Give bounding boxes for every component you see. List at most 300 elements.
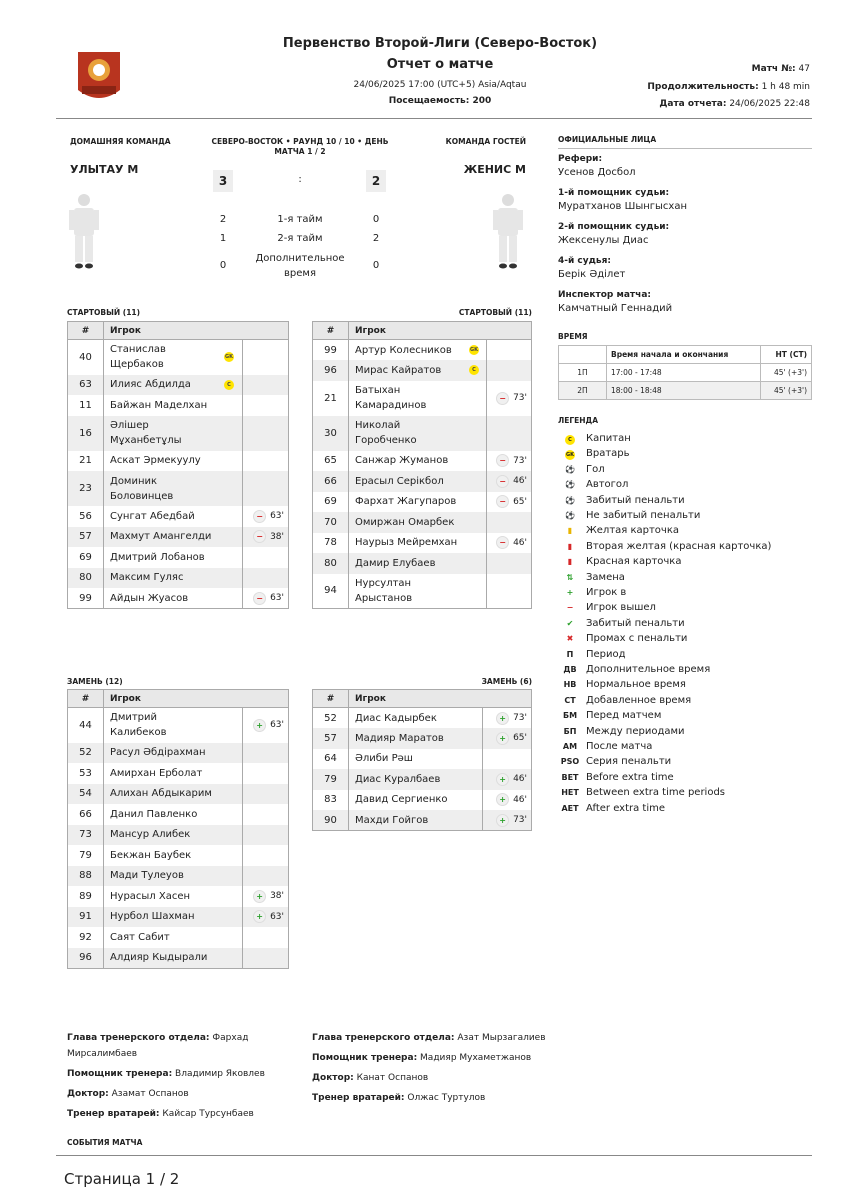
legend-text: Желтая карточка [586, 525, 679, 537]
home-subs-caption: ЗАМЕНЬ (12) [67, 677, 123, 686]
officials-caption: ОФИЦИАЛЬНЫЕ ЛИЦА [558, 135, 657, 144]
page-number: Страница 1 / 2 [64, 1170, 180, 1188]
player-event [483, 728, 532, 749]
legend-item [560, 739, 652, 754]
official-assistant-1: 1-й помощник судьи: Муратханов Шынгысхан [558, 188, 687, 212]
legend-item [560, 616, 685, 631]
player-number: 66 [68, 804, 104, 825]
red-card-icon: ▮ [567, 557, 573, 567]
home-staff-head-coach: Глава тренерского отдела: Фархад Мирсалимбаев [67, 1033, 249, 1059]
player-out-icon: − [253, 592, 266, 605]
col-number: # [313, 690, 349, 708]
footer-divider [56, 1155, 812, 1156]
penalty-scored-icon: ⚽ [565, 495, 575, 505]
legend-text: Забитый пенальти [586, 617, 685, 629]
player-row [68, 907, 289, 928]
player-number: 64 [313, 749, 349, 770]
player-number: 96 [68, 948, 104, 969]
player-name: Расул Әбдірахман [104, 743, 243, 764]
col-player: Игрок [104, 322, 289, 340]
player-row [313, 416, 532, 451]
added-time-abbr: СТ [564, 695, 576, 705]
player-name: Әлішер Мұханбетұлы [104, 416, 243, 451]
player-row [68, 886, 289, 907]
player-event [243, 804, 289, 825]
player-name: Артур Колесников GK [349, 340, 487, 361]
league-logo [74, 48, 124, 106]
player-event [243, 825, 289, 846]
player-in-icon: + [496, 773, 509, 786]
time-col-range: Время начала и окончания [607, 346, 761, 364]
player-row [313, 471, 532, 492]
player-name: Мансур Алибек [104, 825, 243, 846]
time-caption: ВРЕМЯ [558, 332, 588, 341]
player-row [68, 708, 289, 743]
event-minute: 73' [513, 815, 527, 825]
player-name: Аскат Эрмекуулу [104, 451, 243, 472]
player-name: Батыхан Камарадинов [349, 381, 487, 416]
player-event [486, 451, 531, 472]
legend-item [560, 631, 687, 646]
player-in-icon: + [496, 793, 509, 806]
player-event [486, 471, 531, 492]
period-et-away: 0 [372, 260, 380, 271]
away-staff-gk-coach: Тренер вратарей: Олжас Туртулов [312, 1093, 486, 1103]
player-event [243, 845, 289, 866]
normal-time-abbr: НВ [563, 680, 577, 690]
away-subs-caption: ЗАМЕНЬ (6) [481, 677, 532, 686]
player-name: Мадияр Маратов [349, 728, 483, 749]
player-number: 99 [313, 340, 349, 361]
player-number: 78 [313, 533, 349, 554]
officials-list [558, 154, 812, 314]
player-row [68, 763, 289, 784]
legend-item [560, 600, 656, 615]
period-2-away: 2 [372, 233, 380, 244]
player-event [242, 568, 288, 589]
player-number: 70 [313, 512, 349, 533]
player-name: Илияс Абдилда C [104, 375, 243, 396]
away-staff-head-coach: Глава тренерского отдела: Азат Мырзагалиев [312, 1033, 546, 1043]
player-name: Мади Тулеуов [104, 866, 243, 887]
legend-text: Серия пенальти [586, 756, 672, 768]
player-row [313, 810, 532, 831]
player-row [313, 790, 532, 811]
officials-divider [558, 148, 812, 149]
captain-icon: C [565, 435, 575, 445]
event-minute: 38' [270, 891, 284, 902]
player-name: Нурбол Шахман [104, 907, 243, 928]
player-in-icon: + [496, 814, 509, 827]
player-number: 30 [313, 416, 349, 451]
player-row [68, 804, 289, 825]
shootout-abbr: PSO [560, 757, 580, 767]
player-row [313, 769, 532, 790]
player-name: Махди Гойгов [349, 810, 483, 831]
player-number: 44 [68, 708, 104, 743]
player-number: 79 [68, 845, 104, 866]
player-event [486, 360, 531, 381]
home-subs-table [67, 689, 289, 969]
period-2-home: 1 [219, 233, 227, 244]
away-staff [312, 1030, 552, 1106]
legend-item [560, 508, 700, 523]
player-event [486, 340, 531, 361]
player-event [242, 340, 288, 375]
report-date: Дата отчета: 24/06/2025 22:48 [659, 99, 810, 109]
home-staff [67, 1030, 287, 1122]
legend-text: После матча [586, 741, 653, 752]
player-number: 56 [68, 506, 104, 527]
away-staff-assistant: Помощник тренера: Мадияр Мухаметжанов [312, 1053, 532, 1063]
player-row [68, 451, 289, 472]
player-event [486, 553, 531, 574]
player-name: Доминик Боловинцев [104, 471, 243, 506]
player-name: Дмитрий Калибеков [104, 708, 243, 743]
event-minute: 46' [513, 537, 527, 548]
player-name: Бекжан Баубек [104, 845, 243, 866]
player-name: Байжан Маделхан [104, 395, 243, 416]
legend-text: Вторая желтая (красная карточка) [586, 540, 772, 552]
legend-text: Промах с пенальти [586, 633, 688, 645]
col-number: # [313, 322, 349, 340]
player-event [483, 749, 532, 770]
player-event [483, 708, 532, 729]
event-minute: 63' [270, 511, 284, 522]
header-divider [56, 118, 812, 119]
event-minute: 73' [513, 393, 527, 403]
player-name: Алдияр Кыдырали [104, 948, 243, 969]
legend-item [560, 770, 674, 785]
player-in-icon: + [566, 588, 574, 597]
penalty-check-icon: ✔ [566, 618, 574, 628]
away-subs-table [312, 689, 532, 831]
player-number: 90 [313, 810, 349, 831]
player-number: 16 [68, 416, 104, 451]
player-name: Станислав Щербаков GK [104, 340, 243, 375]
player-name: Нурасыл Хасен [104, 886, 243, 907]
player-name: Николай Горобченко [349, 416, 487, 451]
legend-text: Between extra time periods [586, 787, 726, 799]
player-name: Диас Кадырбек [349, 708, 483, 729]
player-number: 21 [313, 381, 349, 416]
home-staff-gk-coach: Тренер вратарей: Кайсар Турсунбаев [67, 1109, 254, 1119]
player-number: 57 [68, 527, 104, 548]
round-caption: СЕВЕРО-ВОСТОК • РАУНД 10 / 10 • ДЕНЬ МАТЧА 1 / 2 [211, 137, 389, 156]
after-match-abbr: АМ [562, 742, 578, 751]
player-event [242, 506, 288, 527]
player-row [68, 948, 289, 969]
legend-text: Замена [586, 571, 625, 583]
player-out-icon: − [496, 475, 509, 488]
event-minute: 65' [513, 733, 527, 744]
player-event [486, 533, 531, 554]
time-col-ht: HT (CT) [760, 346, 811, 364]
home-kit-icon [66, 192, 102, 276]
player-name: Нурсултан Арыстанов [349, 574, 487, 609]
legend-text: Игрок в [586, 587, 627, 598]
legend-item [560, 523, 679, 538]
legend-text: Вратарь [586, 448, 630, 460]
player-name: Давид Сергиенко [349, 790, 483, 811]
legend-item [560, 647, 626, 662]
player-event [486, 416, 531, 451]
captain-badge-icon: C [469, 365, 479, 375]
own-goal-icon: ⚽ [565, 480, 575, 490]
legend-item [560, 724, 685, 739]
legend-text: Красная карточка [586, 556, 682, 568]
goalkeeper-icon: GK [566, 452, 574, 459]
player-event [243, 948, 289, 969]
player-out-icon: − [496, 392, 509, 405]
legend-item [560, 446, 630, 461]
event-minute: 65' [513, 496, 527, 507]
league-title: Первенство Второй-Лиги (Северо-Восток) [282, 36, 598, 51]
player-row [68, 471, 289, 506]
player-event [242, 547, 288, 568]
player-event [242, 527, 288, 548]
player-row [313, 533, 532, 554]
legend-text: Before extra time [586, 771, 674, 783]
player-in-icon: + [496, 732, 509, 745]
match-duration: Продолжительность: 1 h 48 min [647, 82, 810, 92]
legend-text: Капитан [586, 433, 631, 444]
event-minute: 46' [513, 476, 527, 487]
player-row [68, 375, 289, 396]
player-name: Омиржан Омарбек [349, 512, 487, 533]
player-row [313, 728, 532, 749]
away-starting-table [312, 321, 532, 609]
player-name: Алихан Абдыкарим [104, 784, 243, 805]
legend-item [560, 785, 725, 800]
period-et-label: Дополнительное время [255, 253, 345, 279]
report-subtitle: Отчет о матче [386, 57, 494, 72]
player-out-icon: − [566, 603, 574, 613]
player-name: Максим Гуляс [104, 568, 243, 589]
player-number: 79 [313, 769, 349, 790]
player-number: 69 [68, 547, 104, 568]
player-event [486, 492, 531, 513]
player-number: 73 [68, 825, 104, 846]
home-starting-caption: СТАРТОВЫЙ (11) [67, 308, 141, 317]
player-row [68, 845, 289, 866]
player-number: 83 [313, 790, 349, 811]
player-row [68, 866, 289, 887]
player-row [68, 395, 289, 416]
away-team-name: ЖЕНИС М [463, 163, 526, 176]
player-row [68, 416, 289, 451]
official-assistant-2: 2-й помощник судьи: Жексенулы Диас [558, 222, 670, 246]
player-number: 99 [68, 588, 104, 609]
legend-item [560, 493, 685, 508]
player-event [242, 416, 288, 451]
official-inspector: Инспектор матча: Камчатный Геннадий [558, 290, 673, 314]
player-number: 91 [68, 907, 104, 928]
away-starting-caption: СТАРТОВЫЙ (11) [458, 308, 532, 317]
col-player: Игрок [349, 322, 532, 340]
player-row [68, 743, 289, 764]
event-minute: 63' [270, 593, 284, 603]
legend-caption: ЛЕГЕНДА [558, 416, 599, 425]
player-name: Диас Куралбаев [349, 769, 483, 790]
player-number: 96 [313, 360, 349, 381]
player-event [486, 381, 531, 416]
player-event [242, 451, 288, 472]
home-staff-doctor: Доктор: Азамат Оспанов [67, 1089, 189, 1099]
penalty-miss-cross-icon: ✖ [566, 634, 574, 644]
event-minute: 73' [513, 713, 527, 723]
time-row: 1П 17:00 - 17:48 45' (+3') [559, 364, 812, 382]
legend-text: Автогол [586, 479, 629, 491]
player-number: 80 [68, 568, 104, 589]
score-separator: : [298, 174, 302, 185]
legend-item [560, 693, 691, 708]
player-number: 88 [68, 866, 104, 887]
events-caption: СОБЫТИЯ МАТЧА [67, 1138, 143, 1147]
player-name: Данил Павленко [104, 804, 243, 825]
match-datetime: 24/06/2025 17:00 (UTC+5) Asia/Aqtau [353, 80, 527, 90]
event-minute: 46' [513, 774, 527, 785]
player-number: 11 [68, 395, 104, 416]
player-name: Әлиби Рәш [349, 749, 483, 770]
aet-abbr: AET [561, 803, 579, 813]
player-event [243, 927, 289, 948]
legend-text: Забитый пенальти [586, 494, 685, 506]
goalkeeper-badge-icon: GK [470, 347, 478, 353]
het-abbr: HET [561, 788, 579, 798]
goal-icon: ⚽ [565, 464, 575, 474]
player-out-icon: − [253, 530, 266, 543]
legend-item [560, 662, 710, 677]
col-player: Игрок [104, 690, 289, 708]
legend-item [560, 677, 686, 692]
legend-item [560, 539, 771, 554]
player-number: 40 [68, 340, 104, 375]
player-name: Саят Сабит [104, 927, 243, 948]
event-minute: 63' [270, 720, 284, 731]
col-player: Игрок [349, 690, 532, 708]
player-number: 54 [68, 784, 104, 805]
player-event [483, 769, 532, 790]
player-event [243, 784, 289, 805]
substitution-icon: ⇅ [566, 572, 574, 582]
player-number: 92 [68, 927, 104, 948]
player-name: Махмут Амангелди [104, 527, 243, 548]
player-event [243, 708, 289, 743]
legend-text: Не забитый пенальти [586, 510, 701, 521]
period-abbr: П [566, 649, 574, 659]
player-event [486, 574, 531, 609]
time-table [558, 345, 812, 400]
player-name: Фархат Жагупаров [349, 492, 487, 513]
legend-text: Гол [586, 463, 605, 475]
official-fourth: 4-й судья: Берік Әділет [558, 256, 626, 280]
player-out-icon: − [496, 536, 509, 549]
between-periods-abbr: БП [563, 726, 577, 736]
legend-text: After extra time [586, 802, 666, 814]
player-out-icon: − [253, 510, 266, 523]
player-row [68, 527, 289, 548]
player-event [483, 790, 532, 811]
captain-badge-icon: C [224, 380, 234, 390]
match-number: Матч №: 47 [751, 64, 810, 74]
home-score: 3 [213, 170, 233, 192]
event-minute: 46' [513, 794, 527, 805]
player-in-icon: + [253, 890, 266, 903]
player-row [313, 512, 532, 533]
player-in-icon: + [253, 910, 266, 923]
player-event [242, 588, 288, 609]
yellow-card-icon: ▮ [567, 526, 573, 536]
player-number: 57 [313, 728, 349, 749]
player-row [313, 708, 532, 729]
player-row [68, 784, 289, 805]
player-out-icon: − [496, 495, 509, 508]
legend-text: Период [586, 648, 626, 660]
player-name: Дамир Елубаев [349, 553, 487, 574]
legend-text: Нормальное время [586, 679, 686, 691]
event-minute: 63' [270, 911, 284, 922]
player-row [68, 340, 289, 375]
player-number: 52 [313, 708, 349, 729]
legend-text: Перед матчем [586, 710, 662, 722]
home-staff-assistant: Помощник тренера: Владимир Яковлев [67, 1069, 265, 1079]
player-event [243, 743, 289, 764]
player-row [68, 506, 289, 527]
player-number: 89 [68, 886, 104, 907]
player-out-icon: − [496, 454, 509, 467]
player-event [486, 512, 531, 533]
player-row [313, 360, 532, 381]
home-starting-table [67, 321, 289, 609]
legend-text: Между периодами [586, 725, 685, 737]
player-row [68, 825, 289, 846]
legend-item [560, 754, 671, 769]
player-row [313, 451, 532, 472]
player-row [313, 749, 532, 770]
player-event [243, 866, 289, 887]
player-name: Сунгат Абедбай [104, 506, 243, 527]
player-name: Санжар Жуманов [349, 451, 487, 472]
attendance: Посещаемость: 200 [388, 96, 492, 106]
player-row [313, 574, 532, 609]
event-minute: 73' [513, 455, 527, 466]
player-row [68, 568, 289, 589]
player-row [68, 588, 289, 609]
player-number: 65 [313, 451, 349, 472]
legend-item [560, 585, 626, 600]
bet-abbr: BET [561, 772, 579, 782]
player-number: 52 [68, 743, 104, 764]
player-number: 63 [68, 375, 104, 396]
player-row [313, 553, 532, 574]
legend-text: Дополнительное время [586, 664, 711, 675]
home-caption: ДОМАШНЯЯ КОМАНДА [70, 137, 171, 146]
extra-time-abbr: ДВ [563, 665, 577, 674]
legend-item [560, 708, 661, 723]
col-number: # [68, 690, 104, 708]
period-1-label: 1-я тайм [277, 214, 323, 225]
legend-text: Игрок вышел [586, 602, 656, 614]
player-row [313, 340, 532, 361]
player-event [242, 375, 288, 396]
player-event [243, 886, 289, 907]
period-2-label: 2-я тайм [277, 233, 323, 244]
player-row [68, 547, 289, 568]
away-score: 2 [366, 170, 386, 192]
home-team-name: УЛЫТАУ М [70, 163, 139, 176]
period-1-home: 2 [219, 214, 227, 225]
